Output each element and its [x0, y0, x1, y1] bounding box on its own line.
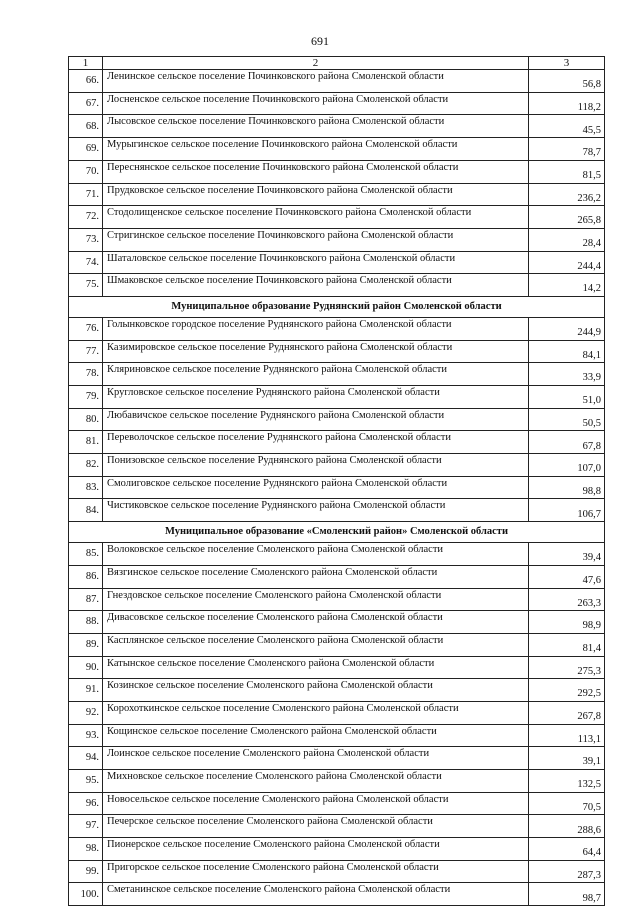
table-row [69, 454, 605, 477]
row-number: 94. [69, 747, 103, 770]
settlement-value: 28,4 [529, 228, 605, 251]
settlement-name: Кляриновское сельское поселение Руднянского района Смоленской области [103, 363, 529, 386]
row-number: 67. [69, 92, 103, 115]
row-number: 69. [69, 138, 103, 161]
row-number: 85. [69, 543, 103, 566]
settlement-name: Лоинское сельское поселение Смоленского района Смоленской области [103, 747, 529, 770]
settlement-value: 288,6 [529, 815, 605, 838]
settlement-value: 67,8 [529, 431, 605, 454]
settlement-value: 78,7 [529, 138, 605, 161]
table-row [69, 92, 605, 115]
settlement-value: 98,9 [529, 611, 605, 634]
settlement-value: 267,8 [529, 701, 605, 724]
settlement-value: 47,6 [529, 565, 605, 588]
settlement-value: 45,5 [529, 115, 605, 138]
table-row [69, 115, 605, 138]
row-number: 78. [69, 363, 103, 386]
settlement-name: Шмаковское сельское поселение Починковского района Смоленской области [103, 274, 529, 297]
row-number: 77. [69, 340, 103, 363]
settlement-value: 56,8 [529, 70, 605, 93]
settlement-name: Голынковское городское поселение Руднянского района Смоленской области [103, 317, 529, 340]
settlement-name: Переснянское сельское поселение Починковского района Смоленской области [103, 160, 529, 183]
table-row [69, 701, 605, 724]
table-row [69, 340, 605, 363]
table-row [69, 70, 605, 93]
table-row [69, 363, 605, 386]
row-number: 66. [69, 70, 103, 93]
settlement-value: 287,3 [529, 860, 605, 883]
settlement-value: 236,2 [529, 183, 605, 206]
settlement-name: Казимировское сельское поселение Руднянского района Смоленской области [103, 340, 529, 363]
settlement-name: Гнездовское сельское поселение Смоленского района Смоленской области [103, 588, 529, 611]
row-number: 100. [69, 883, 103, 906]
row-number: 72. [69, 206, 103, 229]
settlement-value: 84,1 [529, 340, 605, 363]
table-row [69, 317, 605, 340]
row-number: 71. [69, 183, 103, 206]
row-number: 96. [69, 792, 103, 815]
row-number: 68. [69, 115, 103, 138]
settlement-name: Новосельское сельское поселение Смоленского района Смоленской области [103, 792, 529, 815]
settlement-value: 70,5 [529, 792, 605, 815]
row-number: 92. [69, 701, 103, 724]
settlement-name: Кощинское сельское поселение Смоленского района Смоленской области [103, 724, 529, 747]
settlement-value: 107,0 [529, 454, 605, 477]
settlement-name: Кругловское сельское поселение Руднянского района Смоленской области [103, 386, 529, 409]
row-number: 70. [69, 160, 103, 183]
table-row [69, 724, 605, 747]
page-number: 691 [311, 34, 329, 48]
settlement-name: Пригорское сельское поселение Смоленского района Смоленской области [103, 860, 529, 883]
settlement-name: Вязгинское сельское поселение Смоленского района Смоленской области [103, 565, 529, 588]
row-number: 88. [69, 611, 103, 634]
settlement-name: Понизовское сельское поселение Руднянского района Смоленской области [103, 454, 529, 477]
settlement-name: Пионерское сельское поселение Смоленского района Смоленской области [103, 838, 529, 861]
table-row [69, 206, 605, 229]
table-row [69, 838, 605, 861]
row-number: 74. [69, 251, 103, 274]
table-row [69, 633, 605, 656]
settlement-name: Печерское сельское поселение Смоленского района Смоленской области [103, 815, 529, 838]
table-row [69, 138, 605, 161]
table-row [69, 160, 605, 183]
settlement-value: 98,7 [529, 883, 605, 906]
settlement-name: Стодолищенское сельское поселение Починковского района Смоленской области [103, 206, 529, 229]
settlement-value: 39,4 [529, 543, 605, 566]
settlement-name: Михновское сельское поселение Смоленского района Смоленской области [103, 770, 529, 793]
section-heading-smolensk: Муниципальное образование «Смоленский район» Смоленской области [69, 522, 605, 543]
settlement-value: 81,5 [529, 160, 605, 183]
table-row [69, 883, 605, 906]
row-number: 84. [69, 499, 103, 522]
settlement-value: 50,5 [529, 408, 605, 431]
settlement-value: 98,8 [529, 476, 605, 499]
settlement-name: Лысовское сельское поселение Починковского района Смоленской области [103, 115, 529, 138]
table-row [69, 543, 605, 566]
settlement-name: Стригинское сельское поселение Починковского района Смоленской области [103, 228, 529, 251]
row-number: 79. [69, 386, 103, 409]
section-heading-rudnya: Муниципальное образование Руднянский район Смоленской области [69, 296, 605, 317]
table-row [69, 679, 605, 702]
settlement-name: Шаталовское сельское поселение Починковского района Смоленской области [103, 251, 529, 274]
row-number: 83. [69, 476, 103, 499]
settlement-value: 64,4 [529, 838, 605, 861]
settlement-value: 14,2 [529, 274, 605, 297]
table-header-row [69, 57, 605, 70]
table-row [69, 431, 605, 454]
row-number: 98. [69, 838, 103, 861]
table-row [69, 656, 605, 679]
row-number: 75. [69, 274, 103, 297]
table-row [69, 565, 605, 588]
settlements-table [68, 56, 605, 906]
settlement-name: Сметанинское сельское поселение Смоленского района Смоленской области [103, 883, 529, 906]
table-row [69, 611, 605, 634]
row-number: 82. [69, 454, 103, 477]
row-number: 80. [69, 408, 103, 431]
settlement-value: 292,5 [529, 679, 605, 702]
table-row [69, 815, 605, 838]
row-number: 91. [69, 679, 103, 702]
row-number: 93. [69, 724, 103, 747]
settlement-name: Чистиковское сельское поселение Руднянского района Смоленской области [103, 499, 529, 522]
settlement-name: Дивасовское сельское поселение Смоленского района Смоленской области [103, 611, 529, 634]
table-row [69, 476, 605, 499]
settlement-name: Ленинское сельское поселение Починковского района Смоленской области [103, 70, 529, 93]
table-row [69, 408, 605, 431]
row-number: 87. [69, 588, 103, 611]
row-number: 89. [69, 633, 103, 656]
table-row [69, 251, 605, 274]
settlement-value: 244,9 [529, 317, 605, 340]
column-header-3: 3 [529, 57, 605, 70]
settlement-value: 132,5 [529, 770, 605, 793]
row-number: 86. [69, 565, 103, 588]
table-row [69, 792, 605, 815]
column-header-2: 2 [103, 57, 529, 70]
settlement-name: Корохоткинское сельское поселение Смоленского района Смоленской области [103, 701, 529, 724]
settlement-value: 81,4 [529, 633, 605, 656]
table-row [69, 228, 605, 251]
table-row [69, 588, 605, 611]
section-row [69, 522, 605, 543]
table-row [69, 499, 605, 522]
settlement-name: Касплянское сельское поселение Смоленского района Смоленской области [103, 633, 529, 656]
settlement-value: 39,1 [529, 747, 605, 770]
settlement-name: Катынское сельское поселение Смоленского района Смоленской области [103, 656, 529, 679]
table-body [69, 70, 605, 906]
row-number: 76. [69, 317, 103, 340]
row-number: 73. [69, 228, 103, 251]
settlement-value: 113,1 [529, 724, 605, 747]
column-header-1: 1 [69, 57, 103, 70]
table-row [69, 860, 605, 883]
settlement-name: Любавичское сельское поселение Руднянского района Смоленской области [103, 408, 529, 431]
table-row [69, 274, 605, 297]
settlement-name: Переволочское сельское поселение Руднянского района Смоленской области [103, 431, 529, 454]
table-row [69, 183, 605, 206]
settlement-name: Козинское сельское поселение Смоленского района Смоленской области [103, 679, 529, 702]
row-number: 81. [69, 431, 103, 454]
settlement-value: 265,8 [529, 206, 605, 229]
settlement-value: 244,4 [529, 251, 605, 274]
settlement-name: Лосненское сельское поселение Починковского района Смоленской области [103, 92, 529, 115]
table-row [69, 386, 605, 409]
settlement-value: 51,0 [529, 386, 605, 409]
settlement-name: Смолиговское сельское поселение Руднянского района Смоленской области [103, 476, 529, 499]
settlement-name: Волоковское сельское поселение Смоленского района Смоленской области [103, 543, 529, 566]
row-number: 99. [69, 860, 103, 883]
section-row [69, 296, 605, 317]
settlement-name: Мурыгинское сельское поселение Починковского района Смоленской области [103, 138, 529, 161]
table-row [69, 770, 605, 793]
settlement-value: 106,7 [529, 499, 605, 522]
settlement-value: 118,2 [529, 92, 605, 115]
settlement-value: 33,9 [529, 363, 605, 386]
row-number: 95. [69, 770, 103, 793]
table-row [69, 747, 605, 770]
settlement-value: 275,3 [529, 656, 605, 679]
settlement-name: Прудковское сельское поселение Починковского района Смоленской области [103, 183, 529, 206]
row-number: 90. [69, 656, 103, 679]
settlement-value: 263,3 [529, 588, 605, 611]
row-number: 97. [69, 815, 103, 838]
